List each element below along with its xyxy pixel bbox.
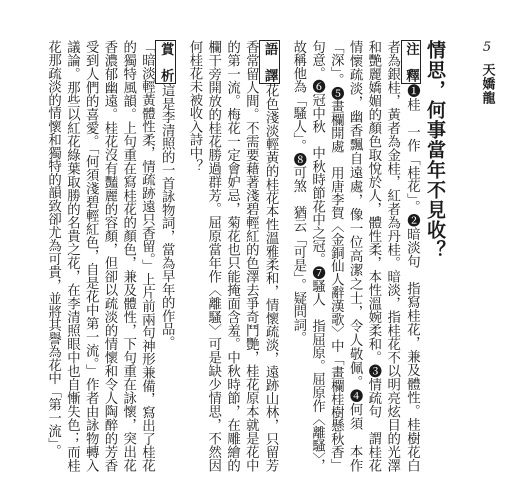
appreciation-tag: 賞 析: [155, 40, 176, 84]
book-title: 天嬌龍: [479, 63, 495, 105]
notes-tag: 注 釋: [401, 40, 422, 84]
appreciation-body: 「暗淡輕黃體性柔，情疏跡遠只香留。」上片前兩句神形兼備，寫出了桂花的獨特風韻。上句重在寫桂花的顏色，兼及體性，下句重在詠懷，突出花香濃郁幽遠。桂花沒有豔麗的容顏，但卻以疏淡的情懷和令人陶醉的芳香受到人們的喜愛。「何須淺碧輕紅色，自是花中第一流。」作者由詠物轉入議論。那些以紅花綠葉取勝的名貴之花，在李清照眼中也自慚失色；而桂花那疏淡的情懷和獨特的韻致卻尤為可貴，並將其譽為花中「第一流」。: [45, 40, 155, 472]
translation-tag: 語 譯: [259, 40, 280, 84]
page-number: 5: [482, 40, 492, 55]
appreciation-paragraph: [155, 40, 176, 472]
appreciation-intro: 這是李清照的一首詠物詞，當為早年的作品。: [159, 83, 175, 349]
page-header: [478, 40, 496, 105]
poem-line: 情思，何事當年不見收？: [424, 40, 446, 260]
translation-paragraph: [184, 40, 280, 472]
page-body: [45, 40, 448, 472]
translation-text: 花色淺淡輕黃的桂花本性溫雅柔和，情懷疏淡，遠跡山林，只留芳香常留人間。不需要藉著淺碧輕紅的色澤去爭奇鬥艷，桂花原本就是花中的第一流。梅花一定會妒忌，菊花也只能掩面含羞。中秋時節，在雕繪的欄干旁開放的桂花勝過群芳。屈原當年作〈離騷〉可是缺少情思，不然因何桂花未被收入詩中？: [186, 40, 279, 472]
notes-paragraph: [288, 40, 421, 472]
notes-text: ❶桂 一作「桂花」。❷暗淡句 指寫桂花，兼及體性。桂樹花白者為銀桂，黃者為金桂，紅者為丹桂。暗淡，指桂花不以明亮炫目的光澤和艷麗嬌媚的顏色取悅於人，體性柔，本性溫婉柔和。❸情疏句 謂桂花情懷疏淡，幽香飄自遠處，像一位高潔之士，令人敬佩。❹何須 本作「深」。❺畫欄開處 用唐李賀〈金銅仙人辭漢歌〉中「畫欄桂樹懸秋香」句意。❻冠中秋 中秋時節花中之冠。❼騷人 指屈原。屈原作〈離騷〉，故稱他為「騷人」。❽可煞 猶云「可是」。疑問詞。: [290, 40, 420, 472]
